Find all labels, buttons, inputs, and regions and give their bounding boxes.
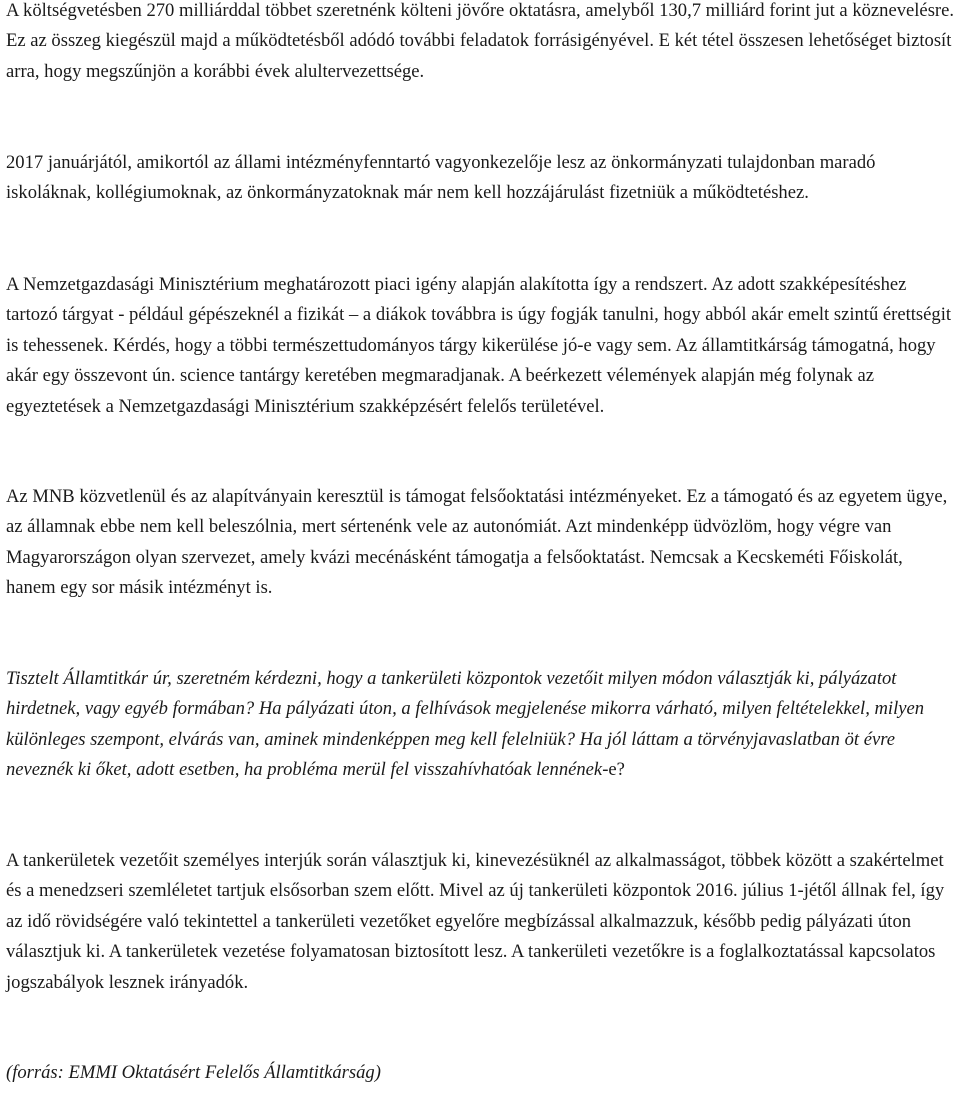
paragraph-answer: A tankerületek vezetőit személyes interjúk során választjuk ki, kinevezésüknél az alkalmasságot, többek között a szakértelmet és a menedzseri szemléletet tartjuk elsősorban szem előtt. Mivel az új tankerületi központok 2016. július 1-jétől állnak fel, így az idő rövidségére való tekintettel a tankerületi vezetőket egyelőre megbízással alkalmazzuk, később pedig pályázati úton választjuk ki. A tankerületek vezetése folyamatosan biztosított lesz. A tankerületi vezetőkre is a foglalkoztatással kapcsolatos jogszabályok lesznek irányadók. <box>6 850 945 993</box>
paragraph-vocational: A Nemzetgazdasági Minisztérium meghatározott piaci igény alapján alakította így a rendszert. Az adott szakképesítéshez tartozó tárgyat - például gépészeknél a fizikát – a diákok továbbra is úgy fogják tanulni, hogy abból akár emelt szintű érettségit is tehessenek. Kérdés, hogy a többi természettudományos tárgy kikerülése jó-e vagy sem. Az államtitkárság támogatná, hogy akár egy összevont ún. science tantárgy keretében megmaradjanak. A beérkezett vélemények alapján még folynak az egyeztetések a Nemzetgazdasági Minisztérium szakképzésért felelős területével. <box>6 274 952 417</box>
question-tail: e? <box>608 759 625 781</box>
source-note: (forrás: EMMI Oktatásért Felelős Államtitkárság) <box>6 1062 381 1083</box>
paragraph-question <box>6 664 956 786</box>
question-text: Tisztelt Államtitkár úr, szeretném kérdezni, hogy a tankerületi központok vezetőit milyen módon választják ki, pályázatot hirdetnek, vagy egyéb formában? Ha pályázati úton, a felhívások megjelenése mikorra várható, milyen feltételekkel, milyen különleges szempont, elvárás van, aminek mindenképpen meg kell felelniük? Ha jól láttam a törvényjavaslatban öt évre neveznék ki őket, adott esetben, ha probléma merül fel visszahívhatóak lennének- <box>6 668 925 781</box>
paragraph-mnb: Az MNB közvetlenül és az alapítványain keresztül is támogat felsőoktatási intézményeket. Ez a támogató és az egyetem ügye, az államnak ebbe nem kell beleszólnia, mert sértenénk vele az autonómiát. Azt mindenképp üdvözlöm, hogy végre van Magyarországon olyan szervezet, amely kvázi mecénásként támogatja a felsőoktatást. Nemcsak a Kecskeméti Főiskolát, hanem egy sor másik intézményt is. <box>6 486 948 599</box>
paragraph-budget: A költségvetésben 270 milliárddal többet szeretnénk költeni jövőre oktatásra, amelyből 130,7 milliárd forint jut a köznevelésre. Ez az összeg kiegészül majd a működtetésből adódó további feladatok forrásigényével. E két tétel összesen lehetőséget biztosít arra, hogy megszűnjön a korábbi évek alultervezettsége. <box>6 0 955 82</box>
paragraph-maintenance: 2017 januárjától, amikortól az állami intézményfenntartó vagyonkezelője lesz az önkormányzati tulajdonban maradó iskoláknak, kollégiumoknak, az önkormányzatoknak már nem kell hozzájárulást fizetniük a működtetéshez. <box>6 152 876 204</box>
